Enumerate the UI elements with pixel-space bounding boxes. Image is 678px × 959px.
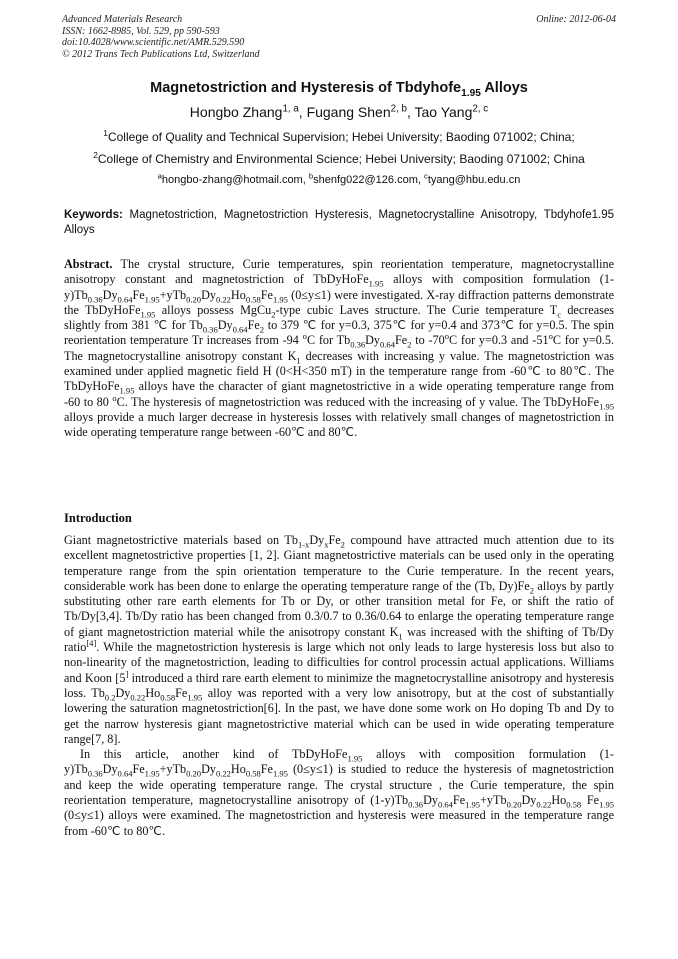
doi-line[interactable]: doi:10.4028/www.scientific.net/AMR.529.590 xyxy=(62,37,245,48)
intro-paragraph-1: Giant magnetostrictive materials based on $Tb_{1-x}Dy_xFe_2$ compound have attracted much attention due to its excellent magnetostrictive properties [1, 2]. Giant magnetostrictive materials can be used only in the operating temperature range from the spin orientation temperature to the Curie temperature. In the recent years, considerable work has been done to enlarge the operating temperature range of the (Tb, $Dy)Fe_2$ alloys by partly substituting other rare earth elements for Tb or Dy, or other transition metal for Fe, or shift the ratio of Tb/Dy[3,4]. Tb/Dy ratio has been changed from 0.3/0.7 to 0.36/0.64 to enlarge the operating temperature range of giant magnetostriction material while the anisotropy constant $K_1$ was increased with the shifting of Tb/Dy ratio[4]. While the magnetostriction hysteresis is large which not only leads to large hysteresis loss but also to non-linearity of the magnetostriction, leading to difficulties for control processin actual applications. Williams and Koon [5] introduced a third rare earth element to minimize the magnetocrystalline anisotropy and hysteresis loss. $Tb_{0.2}Dy_{0.22}Ho_{0.58}Fe_{1.95}$ alloy was reported with a very low anisotropy, but at the cost of substantially lowering the saturation magnetostriction[6]. In the past, we have done some work on Ho doping Tb and Dy to get the narrow hysteresis giant magnetostrictive material which can be used in wide operating temperature range[7, 8]. xyxy=(64,533,614,746)
abstract: Abstract. The crystal structure, Curie temperatures, spin reorientation temperature, magnetocrystalline anisotropy constant and magnetostriction of TbDyHoFe$_{1.95}$ alloys with composition formulation $(1-y)Tb_{0.36}Dy_{0.64}Fe_{1.95}+yTb_{0.20}Dy_{0.22}Ho_{0.58}Fe_{1.95}$ (0≤y≤1) were investigated. X-ray diffraction patterns demonstrate the TbDyHoFe$_{1.95}$ alloys possess MgCu$_2$-type cubic Laves structure. The Curie temperature $T_c$ decreases slightly from 381 ℃ for $Tb_{0.36}Dy_{0.64}Fe_2$ to 379 ℃ for y=0.3, 375℃ for y=0.4 and 373℃ for y=0.5. The spin reorientation temperature Tr increases from -94 $^o$C for $Tb_{0.36}Dy_{0.64}Fe_2$ to -70$^o$C for y=0.3 and -51$^o$C for y=0.5. The magnetocrystalline anisotropy constant $K_1$ decreases with increasing y value. The magnetostriction was examined under applied magnetic field H (0<H<350 mT) in the temperature range from -60℃ to 80℃. The TbDyHoFe$_{1.95}$ alloys have the character of giant magnetostrictive in a wide operating temperature range from -60 to 80 $^o$C. The hysteresis of magnetostriction was reduced with the increasing of y value. The TbDyHoFe$_{1.95}$ alloys provide a much larger decrease in hysteresis losses with relatively small changes of magnetostriction in wide operating temperature range between -60℃ and 80℃. xyxy=(64,257,615,440)
introduction-body xyxy=(64,533,614,839)
section-heading-introduction: Introduction xyxy=(64,511,132,525)
affiliation-1: $^1$College of Quality and Technical Supervision; Hebei University; Baoding 071002; China; xyxy=(103,128,575,144)
author-name: Tao Yang xyxy=(414,104,473,120)
email-line: $^a$hongbo-zhang@hotmail.com, $^b$shenfg022@126.com, $^c$tyang@hbu.edu.cn xyxy=(157,171,521,186)
affiliation-2: $^2$College of Chemistry and Environmental Science; Hebei University; Baoding 071002; China xyxy=(93,150,585,166)
paper-title: Magnetostriction and Hysteresis of Tbdyhofe$_{1.95}$ Alloys xyxy=(150,80,528,99)
issn-line: ISSN: 1662-8985, Vol. 529, pp 590-593 xyxy=(62,25,220,37)
author-name: Fugang Shen xyxy=(306,104,391,120)
email-link[interactable]: tyang@hbu.edu.cn xyxy=(427,174,521,186)
keywords: Keywords: Magnetostriction, Magnetostriction Hysteresis, Magnetocrystalline Anisotropy, Tbdyhofe1.95 Alloys xyxy=(64,209,614,236)
author-name: Hongbo Zhang xyxy=(189,104,283,120)
intro-paragraph-2: In this article, another kind of TbDyHoFe$_{1.95}$ alloys with composition formulation $(1-y)Tb_{0.36}Dy_{0.64}Fe_{1.95}+yTb_{0.20}Dy_{0.22}Ho_{0.58}Fe_{1.95}$ (0≤y≤1) is studied to reduce the hysteresis of magnetostriction and keep the wide operating temperature range. The crystal structure , the Curie temperature, the spin reorientation temperature, magnetocrystalline anisotropy of $(1-y)Tb_{0.36}Dy_{0.64}Fe_{1.95}+yTb_{0.20}Dy_{0.22}Ho_{0.58}$ $Fe_{1.95}$ (0≤y≤1) alloys were examined. The magnetostriction and hysteresis were measured in the temperature range from -60℃ to 80℃. xyxy=(64,747,614,838)
email-link[interactable]: hongbo-zhang@hotmail.com, xyxy=(161,174,306,186)
email-link[interactable]: shenfg022@126.com, xyxy=(313,174,421,186)
online-date: Online: 2012-06-04 xyxy=(536,14,616,25)
author-list: Hongbo Zhang$^{1, a}$, Fugang Shen$^{2, b}$, Tao Yang$^{2, c}$ xyxy=(189,103,489,120)
copyright-line: © 2012 Trans Tech Publications Ltd, Switzerland xyxy=(62,48,260,60)
abstract-label: Abstract. xyxy=(64,257,113,271)
keywords-label: Keywords: xyxy=(64,209,123,221)
journal-name: Advanced Materials Research xyxy=(62,14,183,25)
journal-header xyxy=(62,14,260,60)
